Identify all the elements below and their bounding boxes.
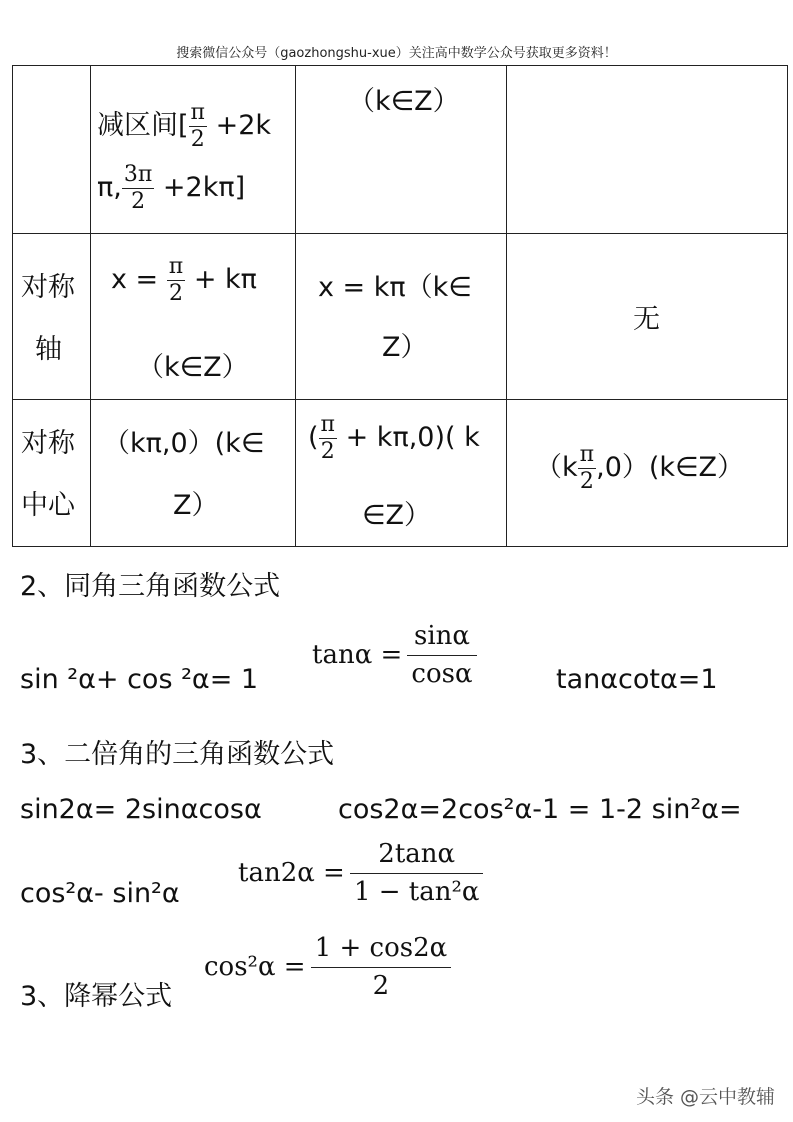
row2-tan-text: 无 (633, 304, 660, 335)
power-reduction-label: cos²α = (204, 952, 306, 983)
row1-label-cell (13, 66, 91, 234)
decreasing-interval-text: 减区间[ (97, 110, 189, 141)
tan-cot-identity: tanαcotα=1 (556, 664, 718, 695)
row2-sin-cell (91, 234, 296, 400)
fraction-pi-over-2: $\frac{\pi}{2}$ (168, 254, 184, 306)
row2-sin-condition: （k∈Z） (137, 352, 249, 383)
row3-label-line2: 中心 (21, 490, 75, 521)
double-angle-cos-cont: cos²α- sin²α (20, 878, 180, 909)
table-row-symmetry-center (13, 400, 788, 547)
row1-cos-cell (296, 66, 507, 234)
row2-cos-line2: Z） (382, 332, 428, 363)
section-2-title: 2、同角三角函数公式 (20, 571, 281, 602)
row1-sin-cell (91, 66, 296, 234)
tan-quotient-formula (312, 622, 477, 688)
tan-center-rest: ,0）(k∈Z） (596, 452, 745, 483)
page-header: 搜索微信公众号（gaozhongshu-xue）关注高中数学公众号获取更多资料！ (176, 46, 617, 61)
row2-label-line2: 轴 (35, 334, 62, 365)
row2-label-line1: 对称 (21, 272, 75, 303)
table-row-symmetry-axis (13, 234, 788, 400)
tan-quotient-fraction: $\frac{\sin\alpha}{\cos\alpha}$ (407, 622, 476, 688)
table-row-decreasing-interval (13, 66, 788, 234)
decreasing-interval-text-4: +2kπ] (154, 172, 246, 203)
section-4-title: 3、降幂公式 (20, 981, 173, 1012)
power-reduction-formula (204, 934, 451, 1000)
double-angle-sin: sin2α= 2sinαcosα (20, 794, 262, 825)
fraction-3pi-over-2: $\frac{3\pi}{2}$ (123, 162, 153, 214)
row3-sin-line2: Z） (173, 490, 219, 521)
symmetry-center-kpi: + kπ,0)( k (337, 422, 480, 453)
double-angle-tan (238, 840, 483, 906)
row3-sin-cell (91, 400, 296, 547)
fraction-pi-over-2: $\frac{\pi}{2}$ (320, 412, 336, 464)
row1-tan-cell (507, 66, 788, 234)
fraction-pi-over-2: $\frac{\pi}{2}$ (579, 442, 595, 494)
pythagorean-identity: sin ²α+ cos ²α= 1 (20, 664, 259, 695)
row1-cos-text: （k∈Z） (348, 86, 460, 117)
double-angle-tan-label: tan2α = (238, 858, 345, 889)
tan-center-open: （k (535, 452, 578, 483)
trig-properties-table (12, 65, 788, 547)
row2-tan-cell (507, 234, 788, 400)
row2-label-cell (13, 234, 91, 400)
tan-quotient-label: tanα = (312, 640, 403, 671)
row2-cos-line1: x = kπ（k∈ (318, 272, 472, 303)
row3-sin-line1: （kπ,0）(k∈ (103, 428, 265, 459)
row3-cos-line2: ∈Z） (362, 500, 432, 531)
fraction-pi-over-2: $\frac{\pi}{2}$ (190, 100, 206, 152)
section-3-title: 3、二倍角的三角函数公式 (20, 739, 335, 770)
double-angle-tan-fraction: $\frac{2\tan\alpha}{\text{1 − tan²α}}$ (350, 840, 484, 906)
symmetry-center-open: ( (308, 422, 319, 453)
row3-cos-cell (296, 400, 507, 547)
power-reduction-fraction: $\frac{1 + \cos 2\alpha}{2}$ (311, 934, 452, 1000)
decreasing-interval-text-2: +2k (207, 110, 272, 141)
symmetry-axis-x-eq: x = (111, 264, 167, 295)
double-angle-cos: cos2α=2cos²α-1 = 1-2 sin²α= (338, 794, 742, 825)
row2-cos-cell (296, 234, 507, 400)
watermark: 头条 @云中教辅 (635, 1086, 775, 1108)
symmetry-axis-kpi: + kπ (185, 264, 257, 295)
row3-tan-cell (507, 400, 788, 547)
row3-label-cell (13, 400, 91, 547)
decreasing-interval-text-3: π, (97, 172, 122, 203)
row3-label-line1: 对称 (21, 428, 75, 459)
